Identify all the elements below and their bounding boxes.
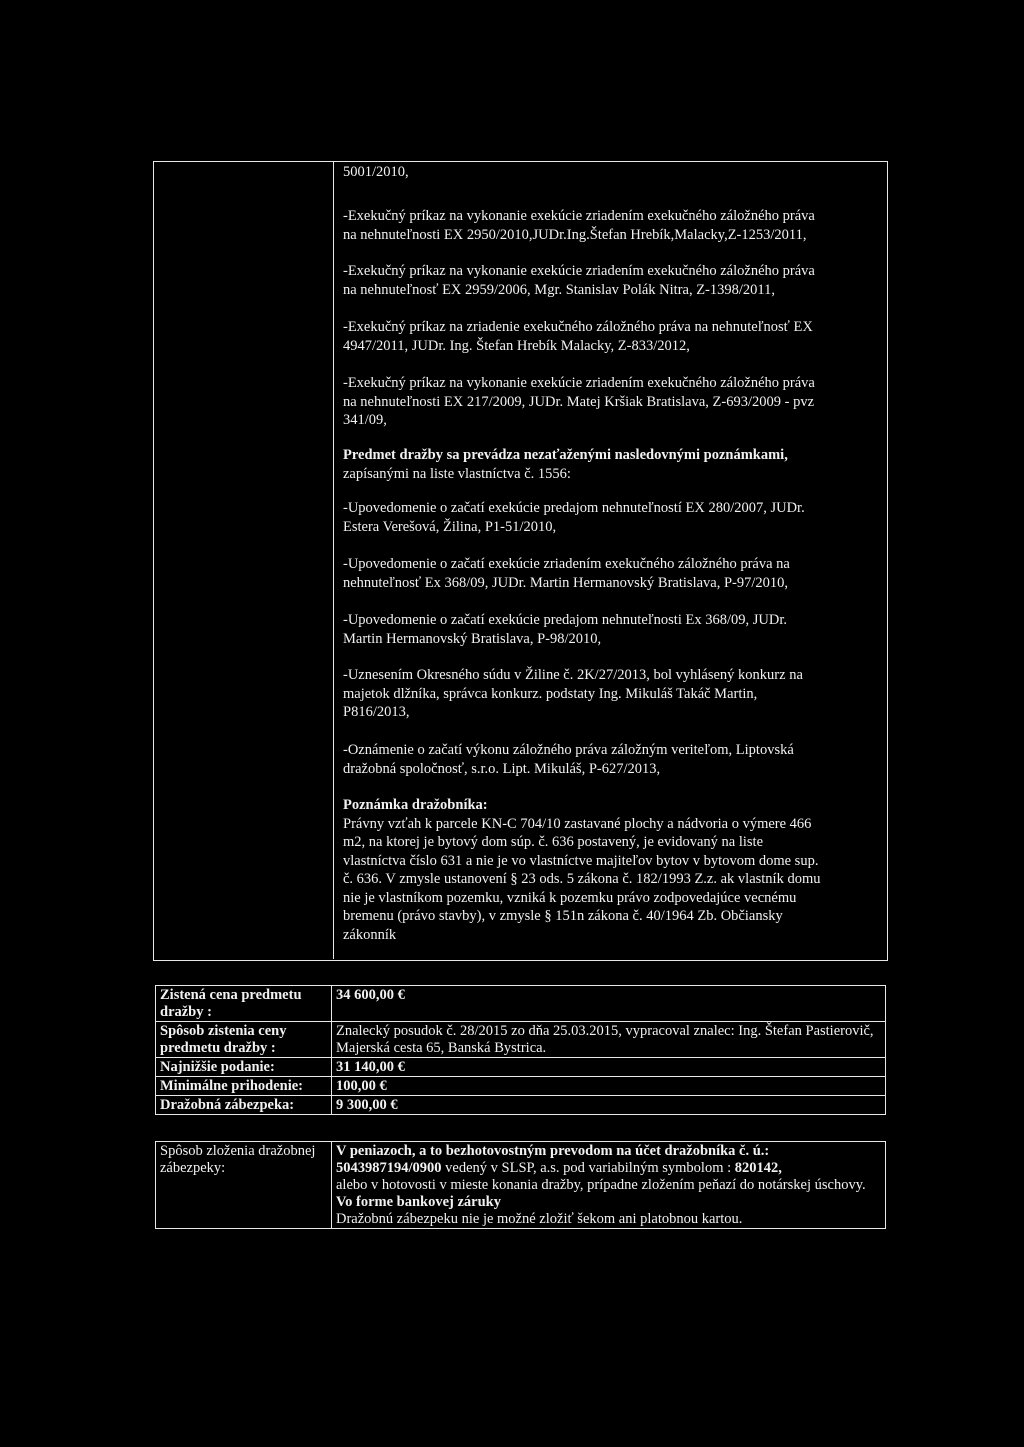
entry-4 xyxy=(343,374,879,430)
entry-3 xyxy=(343,318,879,355)
table-row xyxy=(156,1077,886,1096)
deposit-line-3: alebo v hotovosti v mieste konania dražby, prípadne zložením peňazí do notárskej úschovy. xyxy=(336,1177,866,1193)
entry-9 xyxy=(343,666,879,722)
note-line: bremenu (právo stavby), v zmysle § 151n zákona č. 40/1964 Zb. Občiansky xyxy=(343,908,783,924)
price-value: 34 600,00 € xyxy=(332,986,886,1022)
note-line: nie je vlastníkom pozemku, vzniká k pozemku právo zodpovedajúce vecnému xyxy=(343,889,797,906)
variable-symbol: 820142, xyxy=(734,1160,782,1176)
guarantee-title: Vo forme bankovej záruky xyxy=(336,1194,502,1210)
price-table xyxy=(155,985,886,1115)
auctioneer-note xyxy=(343,796,879,944)
note-line: vlastníctva číslo 631 a nie je vo vlastníctve majiteľov bytov v bytovom dome sup. xyxy=(343,852,819,869)
price-label: Spôsob zistenia ceny predmetu dražby : xyxy=(156,1022,332,1058)
account-number: 5043987194/0900 xyxy=(336,1160,442,1176)
note-title: Poznámka dražobníka: xyxy=(343,797,488,813)
entry-line: zapísanými na liste vlastníctva č. 1556: xyxy=(343,465,571,482)
deposit-value xyxy=(332,1142,886,1229)
entry-line: -Upovedomenie o začatí exekúcie predajom nehnuteľností EX 280/2007, JUDr. xyxy=(343,500,805,516)
entry-line: Martin Hermanovský Bratislava, P-98/2010, xyxy=(343,630,602,647)
table-row xyxy=(156,1022,886,1058)
deposit-label: Spôsob zloženia dražobnej zábezpeky: xyxy=(156,1142,332,1229)
entry-line: -Exekučný príkaz na vykonanie exekúcie zriadením exekučného záložného práva xyxy=(343,208,815,224)
entry-line: na nehnuteľnosti EX 2950/2010,JUDr.Ing.Štefan Hrebík,Malacky,Z-1253/2011, xyxy=(343,226,807,243)
entry-1 xyxy=(343,207,879,244)
deposit-line-2-text: vedený v SLSP, a.s. pod variabilným symbolom : xyxy=(441,1160,735,1176)
entry-line: nehnuteľnosť Ex 368/09, JUDr. Martin Hermanovský Bratislava, P-97/2010, xyxy=(343,574,789,591)
deposit-line-1: V peniazoch, a to bezhotovostným prevodom na účet dražobníka č. ú.: xyxy=(336,1143,770,1159)
price-value: 9 300,00 € xyxy=(332,1096,886,1115)
entry-line: -Oznámenie o začatí výkonu záložného práva záložným veriteľom, Liptovská xyxy=(343,742,794,758)
entry-2 xyxy=(343,262,879,299)
note-line: Právny vzťah k parcele KN-C 704/10 zastavané plochy a nádvoria o výmere 466 xyxy=(343,815,812,832)
table-row xyxy=(156,1096,886,1115)
entry-line: 341/09, xyxy=(343,412,387,428)
price-value: 31 140,00 € xyxy=(332,1058,886,1077)
entry-8 xyxy=(343,611,879,648)
column-divider xyxy=(333,161,334,959)
entry-5 xyxy=(343,446,879,483)
note-line: m2, na ktorej je bytový dom súp. č. 636 postavený, je evidovaný na liste xyxy=(343,834,764,850)
entry-line: na nehnuteľnosti EX 217/2009, JUDr. Matej Kršiak Bratislava, Z-693/2009 - pvz xyxy=(343,393,815,410)
entry-line: -Upovedomenie o začatí exekúcie predajom nehnuteľnosti Ex 368/09, JUDr. xyxy=(343,612,787,628)
note-line: zákonník xyxy=(343,926,397,943)
entry-line: 4947/2011, JUDr. Ing. Štefan Hrebík Malacky, Z-833/2012, xyxy=(343,337,690,354)
price-label: Minimálne prihodenie: xyxy=(156,1077,332,1096)
price-value: 100,00 € xyxy=(332,1077,886,1096)
entry-0 xyxy=(343,163,879,182)
entry-bold-lead: Predmet dražby sa prevádza nezaťaženými nasledovnými poznámkami, xyxy=(343,447,788,463)
price-label: Zistená cena predmetu dražby : xyxy=(156,986,332,1022)
table-row xyxy=(156,986,886,1022)
guarantee-text: Dražobnú zábezpeku nie je možné zložiť šekom ani platobnou kartou. xyxy=(336,1211,743,1227)
table-row xyxy=(156,1142,886,1229)
entry-line: majetok dlžníka, správca konkurz. podstaty Ing. Mikuláš Takáč Martin, xyxy=(343,685,758,702)
entry-line: -Exekučný príkaz na vykonanie exekúcie zriadením exekučného záložného práva xyxy=(343,375,815,391)
note-line: č. 636. V zmysle ustanovení § 23 ods. 5 zákona č. 182/1993 Z.z. ak vlastník domu xyxy=(343,871,821,887)
entry-line: dražobná spoločnosť, s.r.o. Lipt. Mikuláš, P-627/2013, xyxy=(343,760,661,777)
entry-line: -Uznesením Okresného súdu v Žiline č. 2K/27/2013, bol vyhlásený konkurz na xyxy=(343,667,803,683)
deposit-table xyxy=(155,1141,886,1229)
entry-line: P816/2013, xyxy=(343,704,410,720)
entry-line: na nehnuteľnosť EX 2959/2006, Mgr. Stanislav Polák Nitra, Z-1398/2011, xyxy=(343,281,776,298)
entry-10 xyxy=(343,741,879,778)
entry-line: -Exekučný príkaz na zriadenie exekučného záložného práva na nehnuteľnosť EX xyxy=(343,319,813,335)
price-label: Dražobná zábezpeka: xyxy=(156,1096,332,1115)
entry-line: -Upovedomenie o začatí exekúcie zriadením exekučného záložného práva na xyxy=(343,556,790,572)
price-label: Najnižšie podanie: xyxy=(156,1058,332,1077)
entry-6 xyxy=(343,499,879,536)
table-row xyxy=(156,1058,886,1077)
entry-line: Estera Verešová, Žilina, P1-51/2010, xyxy=(343,518,557,535)
entry-7 xyxy=(343,555,879,592)
deposit-line-2 xyxy=(336,1160,881,1177)
entry-line: -Exekučný príkaz na vykonanie exekúcie zriadením exekučného záložného práva xyxy=(343,263,815,279)
entry-line: 5001/2010, xyxy=(343,164,409,180)
price-value: Znalecký posudok č. 28/2015 zo dňa 25.03.2015, vypracoval znalec: Ing. Štefan Pastierovič, Majerská cesta 65, Banská Bystrica. xyxy=(332,1022,886,1058)
